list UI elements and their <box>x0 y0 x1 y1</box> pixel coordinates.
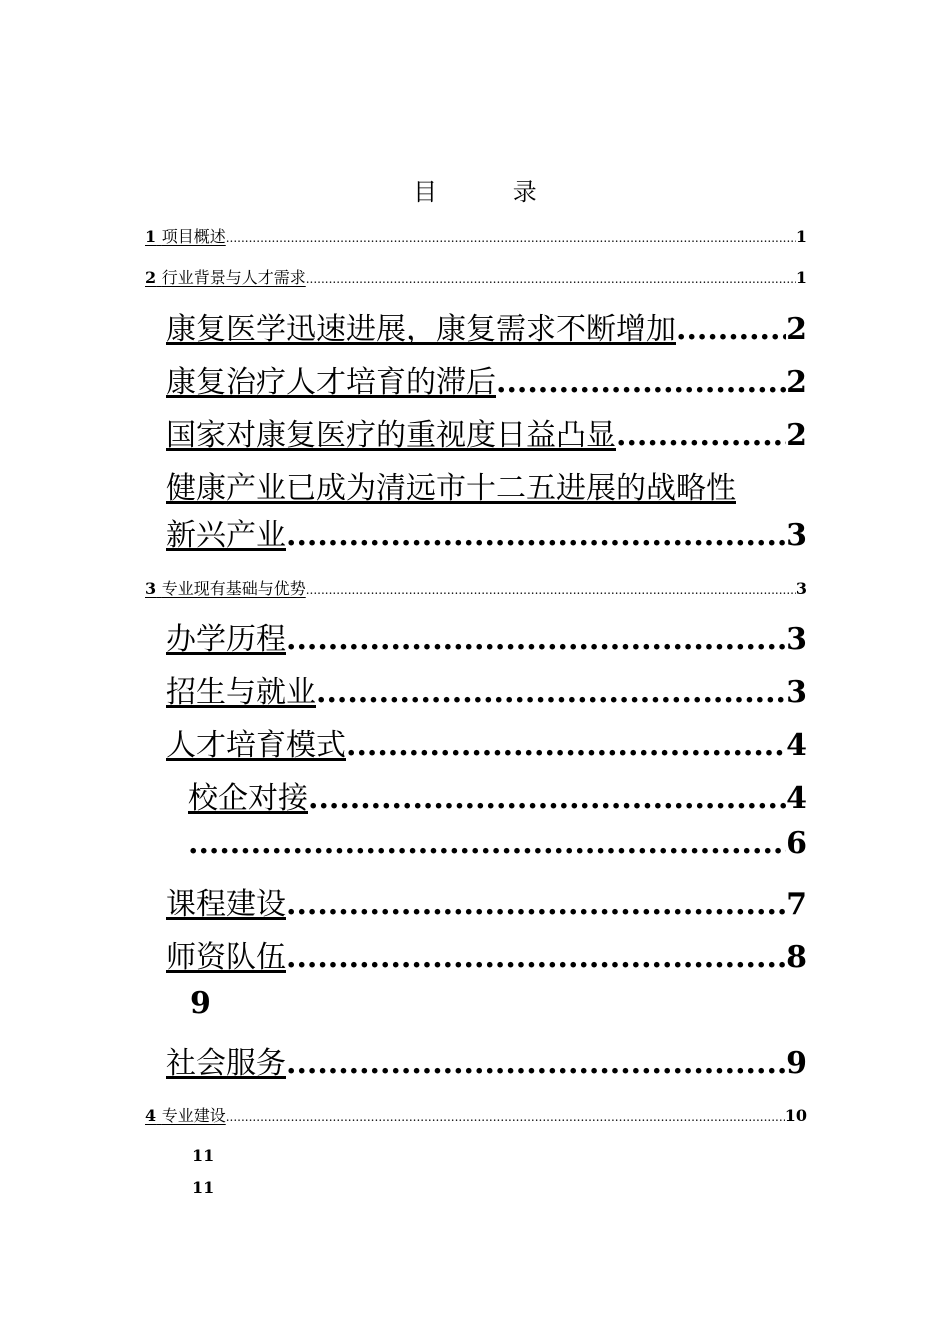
dot-leader <box>306 583 796 597</box>
toc-entry-label: 新兴产业 <box>166 518 286 553</box>
toc-entry-health-industry-line1[interactable] <box>166 463 807 509</box>
dot-leader <box>676 312 786 347</box>
toc-entry-page: 6 <box>786 826 807 861</box>
toc-entry-training-model[interactable] <box>166 720 807 766</box>
toc-entry-page: 2 <box>786 365 807 400</box>
toc-entry-unlabeled[interactable] <box>188 826 807 872</box>
toc-entry-label: 办学历程 <box>166 622 286 657</box>
toc-entry-social-service[interactable] <box>166 1038 807 1084</box>
toc-entry-page: 4 <box>786 728 807 763</box>
toc-entry-enrollment-employment[interactable] <box>166 667 807 713</box>
toc-entry-label: 社会服务 <box>166 1046 286 1081</box>
dot-leader <box>346 728 786 763</box>
toc-entry-label: 康复医学迅速进展，康复需求不断增加 <box>166 312 676 347</box>
toc-entry-national-emphasis[interactable] <box>166 410 807 456</box>
toc-entry-existing-foundation[interactable] <box>145 576 807 602</box>
dot-leader <box>496 365 786 400</box>
dot-leader <box>286 518 786 553</box>
toc-stray-page-number: 11 <box>192 1146 215 1165</box>
toc-entry-label: 专业建设 <box>161 1106 226 1125</box>
dot-leader <box>226 231 796 245</box>
toc-entry-project-overview[interactable] <box>145 224 807 250</box>
toc-entry-page: 3 <box>786 518 807 553</box>
toc-entry-page: 3 <box>795 579 807 598</box>
dot-leader <box>286 1046 786 1081</box>
toc-entry-school-history[interactable] <box>166 614 807 660</box>
page-title: 目 录 <box>413 178 571 206</box>
toc-entry-rehab-medicine-progress[interactable] <box>166 304 807 350</box>
dot-leader <box>306 272 796 286</box>
toc-entry-industry-background[interactable] <box>145 265 807 291</box>
toc-entry-page: 3 <box>786 675 807 710</box>
toc-entry-number: 2 <box>145 268 157 287</box>
toc-entry-label: 校企对接 <box>188 781 308 816</box>
toc-entry-label: 项目概述 <box>161 227 226 246</box>
toc-entry-label: 专业现有基础与优势 <box>161 579 306 598</box>
toc-entry-school-enterprise[interactable] <box>188 773 807 819</box>
dot-leader <box>286 887 786 922</box>
dot-leader <box>188 826 786 861</box>
toc-entry-faculty[interactable] <box>166 932 807 978</box>
toc-stray-page-number: 9 <box>190 986 211 1021</box>
toc-entry-label: 师资队伍 <box>166 940 286 975</box>
toc-entry-page: 4 <box>786 781 807 816</box>
toc-stray-page-number: 11 <box>192 1178 215 1197</box>
toc-entry-page: 1 <box>795 227 807 246</box>
toc-entry-page: 2 <box>786 418 807 453</box>
toc-entry-label: 人才培育模式 <box>166 728 346 763</box>
toc-entry-label: 行业背景与人才需求 <box>161 268 306 287</box>
dot-leader <box>286 940 786 975</box>
toc-entry-page: 1 <box>795 268 807 287</box>
dot-leader <box>616 418 786 453</box>
toc-entry-label: 康复治疗人才培育的滞后 <box>166 365 496 400</box>
dot-leader <box>316 675 786 710</box>
toc-entry-program-construction[interactable] <box>145 1103 807 1129</box>
toc-entry-rehab-talent-lag[interactable] <box>166 357 807 403</box>
toc-entry-number: 1 <box>145 227 157 246</box>
toc-entry-page: 8 <box>786 940 807 975</box>
toc-entry-page: 10 <box>784 1106 807 1125</box>
toc-entry-page: 3 <box>786 622 807 657</box>
toc-entry-page: 2 <box>786 312 807 347</box>
toc-entry-label: 国家对康复医疗的重视度日益凸显 <box>166 418 616 453</box>
dot-leader <box>286 622 786 657</box>
toc-entry-curriculum[interactable] <box>166 879 807 925</box>
toc-entry-label: 课程建设 <box>166 887 286 922</box>
toc-entry-label: 健康产业已成为清远市十二五进展的战略性 <box>166 471 736 506</box>
toc-entry-number: 4 <box>145 1106 157 1125</box>
dot-leader <box>226 1110 785 1124</box>
toc-entry-health-industry-line2[interactable] <box>166 510 807 556</box>
toc-entry-page: 7 <box>786 887 807 922</box>
toc-entry-label: 招生与就业 <box>166 675 316 710</box>
toc-entry-page: 9 <box>786 1046 807 1081</box>
dot-leader <box>308 781 786 816</box>
toc-entry-number: 3 <box>145 579 157 598</box>
